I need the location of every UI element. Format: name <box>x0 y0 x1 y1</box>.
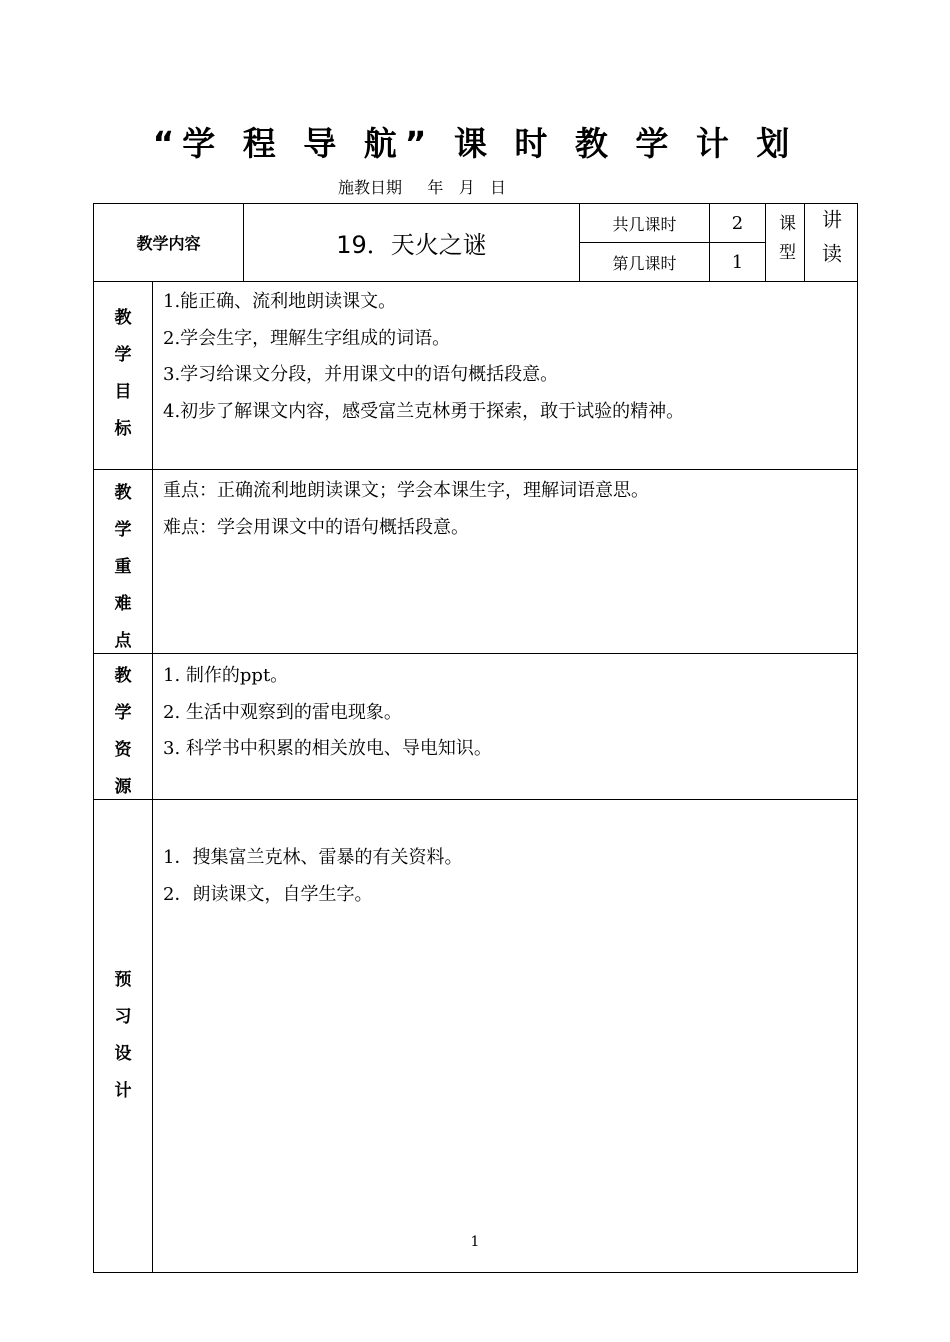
lesson-type-value-cell <box>804 203 858 282</box>
resource-item: 1. 制作的ppt。 <box>163 665 289 686</box>
resource-item: 3. 科学书中积累的相关放电、导电知识。 <box>163 738 492 759</box>
objectives-label-cell <box>93 281 153 470</box>
lesson-type-label: 课型 <box>775 213 795 272</box>
resource-item: 2. 生活中观察到的雷电现象。 <box>163 701 402 723</box>
total-periods-value: 2 <box>731 212 744 234</box>
objectives-content <box>152 281 858 470</box>
preview-label: 预 习 设 计 <box>114 970 132 1101</box>
page-title: “学 程 导 航” 课 时 教 学 计 划 <box>152 124 798 163</box>
objective-item: 3.学习给课文分段，并用课文中的语句概括段意。 <box>163 364 559 385</box>
current-period-value-cell <box>709 242 766 282</box>
total-periods-value-cell <box>709 203 766 243</box>
lesson-title-cell <box>243 203 580 282</box>
lesson-type-value: 讲读 <box>818 208 843 277</box>
key-points-label: 教 学 重 难 点 <box>114 483 132 651</box>
preview-item: 1．搜集富兰克林、雷暴的有关资料。 <box>163 847 463 868</box>
current-period-label: 第几课时 <box>612 253 677 273</box>
lesson-plan-table <box>93 203 858 1273</box>
content-label: 教学内容 <box>136 234 201 253</box>
objective-item: 2.学会生字，理解生字组成的词语。 <box>163 327 451 349</box>
total-periods-label: 共几课时 <box>612 214 677 234</box>
key-point-item: 重点：正确流利地朗读课文；学会本课生字，理解词语意思。 <box>163 480 649 501</box>
current-period-value: 1 <box>731 251 744 273</box>
key-points-content <box>152 469 858 654</box>
objective-item: 1.能正确、流利地朗读课文。 <box>163 291 397 312</box>
current-period-label-cell <box>579 242 710 282</box>
page-number: 1 <box>470 1234 480 1250</box>
resources-content <box>152 653 858 800</box>
preview-content <box>152 799 858 1273</box>
objective-item: 4.初步了解课文内容，感受富兰克林勇于探索，敢于试验的精神。 <box>163 400 685 422</box>
content-label-cell <box>93 203 244 282</box>
total-periods-label-cell <box>579 203 710 243</box>
preview-label-cell <box>93 799 153 1273</box>
teaching-date-line: 施教日期 年 月 日 <box>338 178 506 197</box>
key-point-item: 难点：学会用课文中的语句概括段意。 <box>163 516 469 538</box>
lesson-title: 19．天火之谜 <box>336 231 487 259</box>
key-points-label-cell <box>93 469 153 654</box>
resources-label: 教 学 资 源 <box>114 666 132 797</box>
preview-item: 2．朗读课文，自学生字。 <box>163 883 373 905</box>
objectives-label: 教 学 目 标 <box>114 308 132 439</box>
lesson-type-label-cell <box>765 203 805 282</box>
resources-label-cell <box>93 653 153 800</box>
